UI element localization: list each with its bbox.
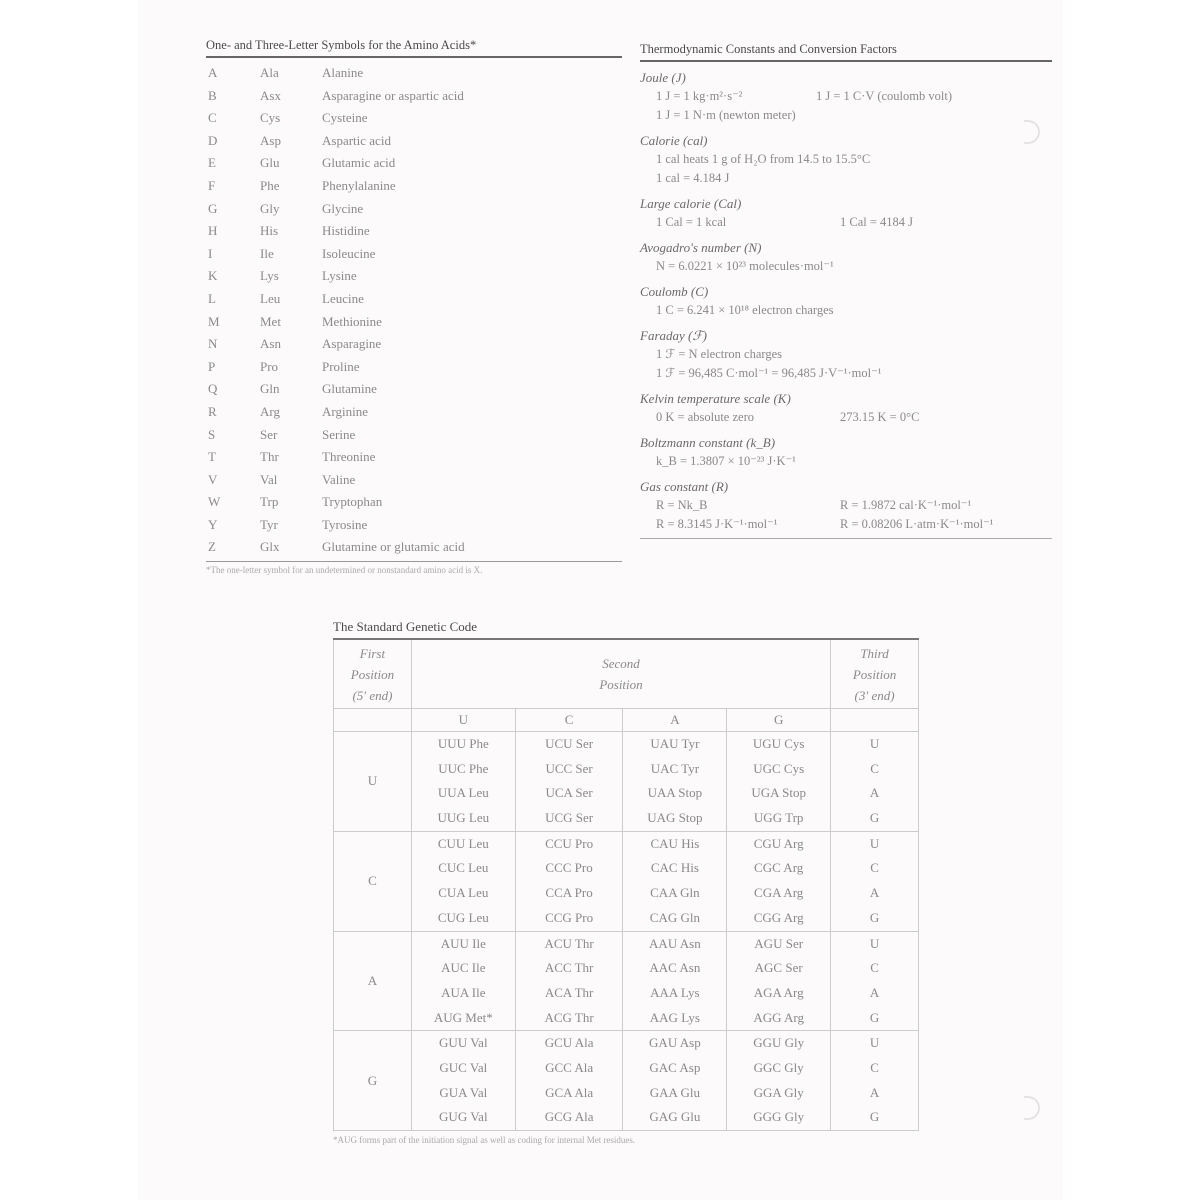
third-base: C: [870, 760, 879, 776]
header-line: Position: [350, 666, 395, 682]
codon: AAC Asn: [649, 960, 701, 976]
codon: AGA Arg: [753, 984, 804, 1000]
amino-acid-row: [206, 356, 622, 379]
three-letter-code: Ala: [260, 65, 279, 80]
amino-acid-name: Glycine: [322, 200, 364, 216]
amino-acid-name: Threonine: [322, 449, 376, 465]
thermo-value: R = 1.9872 cal·K⁻¹·mol⁻¹: [840, 498, 972, 512]
thermo-value: R = 8.3145 J·K⁻¹·mol⁻¹: [656, 517, 778, 531]
thermo-value: 273.15 K = 0°C: [840, 410, 920, 424]
codon: GUU Val: [439, 1035, 488, 1051]
codon: ACU Thr: [544, 935, 594, 951]
codon: GGG Gly: [753, 1109, 805, 1125]
header-line: Third: [860, 645, 889, 661]
one-letter-code: F: [208, 177, 216, 193]
one-letter-code: L: [208, 290, 216, 306]
thermo-constants: [640, 38, 1052, 539]
codon-cell: [623, 931, 727, 1031]
third-base: G: [869, 1009, 880, 1025]
codon: AUC Ile: [441, 960, 486, 976]
amino-acid-row: [206, 446, 622, 469]
codon: UUA Leu: [437, 785, 489, 801]
genetic-code: [333, 616, 919, 1145]
thermo-value: 1 J = 1 kg·m²·s⁻²: [656, 89, 743, 103]
codon: GUC Val: [439, 1059, 488, 1075]
codon-cell: [623, 831, 727, 931]
one-letter-code: R: [208, 403, 217, 419]
codon: UUG Leu: [437, 810, 490, 826]
thermo-line: [640, 452, 1052, 471]
three-letter-code: Phe: [260, 177, 280, 193]
codon: CGA Arg: [754, 885, 804, 901]
thermo-value: 0 K = absolute zero: [656, 410, 754, 424]
first-base: A: [334, 931, 412, 1031]
divider: [206, 561, 622, 562]
codon-cell: [515, 831, 623, 931]
first-base: C: [334, 831, 412, 931]
thermo-line: [640, 345, 1052, 364]
three-letter-code: Gly: [260, 200, 280, 216]
codon-cell: [727, 931, 831, 1031]
one-letter-code: A: [208, 65, 218, 80]
codon: GAG Glu: [649, 1109, 701, 1125]
second-base-u: U: [411, 709, 515, 732]
codon: CAU His: [650, 835, 700, 851]
one-letter-code: H: [208, 223, 218, 239]
codon: UAA Stop: [647, 785, 703, 801]
first-base: G: [334, 1031, 412, 1131]
three-letter-code: Thr: [260, 449, 279, 465]
amino-acid-row: [206, 130, 622, 153]
codon: GCA Ala: [545, 1084, 594, 1100]
thermo-section: [640, 194, 1052, 232]
amino-acid-row: [206, 424, 622, 447]
amino-acid-name: Aspartic acid: [322, 132, 391, 148]
thermo-value: R = 0.08206 L·atm·K⁻¹·mol⁻¹: [840, 517, 994, 531]
codon: AUU Ile: [440, 935, 486, 951]
three-letter-code: Arg: [260, 403, 280, 419]
thermo-section: [640, 326, 1052, 383]
thermo-value: 1 cal = 4.184 J: [656, 171, 730, 185]
thermo-value: 1 ℱ = N electron charges: [656, 347, 782, 361]
amino-acid-row: [206, 491, 622, 514]
amino-acid-name: Asparagine: [322, 336, 382, 352]
one-letter-code: Q: [208, 381, 218, 397]
one-letter-code: P: [208, 358, 216, 374]
codon-cell: [411, 931, 515, 1031]
amino-acid-row: [206, 107, 622, 130]
codon: AGC Ser: [754, 960, 803, 976]
codon: GUA Val: [439, 1084, 488, 1100]
codon-cell: [411, 831, 515, 931]
codon-cell: [623, 732, 727, 832]
codon: CGG Arg: [753, 909, 804, 925]
thermo-title: Thermodynamic Constants and Conversion Factors: [640, 38, 1052, 62]
thermo-line: [640, 515, 1052, 534]
codon: GGA Gly: [753, 1084, 804, 1100]
codon: GAC Asp: [649, 1059, 701, 1075]
one-letter-code: B: [208, 87, 217, 103]
codon: CAC His: [650, 860, 699, 876]
thermo-section: [640, 433, 1052, 471]
amino-acid-table: [206, 34, 622, 575]
codon: CGU Arg: [753, 835, 804, 851]
three-letter-code: Lys: [260, 268, 279, 284]
amino-acid-name: Phenylalanine: [322, 177, 396, 193]
three-letter-code: Cys: [260, 110, 281, 126]
codon: AUG Met*: [433, 1009, 493, 1025]
codon-cell: [515, 931, 623, 1031]
one-letter-code: C: [208, 110, 217, 126]
one-letter-code: K: [208, 268, 218, 284]
first-base: U: [334, 732, 412, 832]
three-letter-code: Tyr: [260, 516, 278, 532]
codon: UAC Tyr: [650, 760, 700, 776]
three-letter-code: Trp: [260, 494, 279, 510]
second-base-c: C: [515, 709, 623, 732]
genetic-code-footnote: *AUG forms part of the initiation signal as well as coding for internal Met residues.: [333, 1135, 636, 1145]
codon-cell: [727, 831, 831, 931]
third-base-cell: [831, 732, 919, 832]
amino-acid-name: Valine: [322, 471, 356, 487]
third-base: U: [869, 736, 880, 751]
codon: ACG Thr: [544, 1009, 594, 1025]
thermo-line: [640, 301, 1052, 320]
codon: CCC Pro: [545, 860, 593, 876]
one-letter-code: T: [208, 449, 216, 465]
codon: GCG Ala: [544, 1109, 594, 1125]
amino-acid-row: [206, 536, 622, 559]
codon: GCC Ala: [545, 1059, 594, 1075]
amino-acid-name: Asparagine or aspartic acid: [322, 87, 464, 103]
amino-acid-row: [206, 152, 622, 175]
thermo-value: 1 Cal = 1 kcal: [656, 215, 727, 229]
thermo-section-heading: Boltzmann constant (k_B): [640, 435, 776, 450]
thermo-section-heading: Joule (J): [640, 70, 686, 85]
thermo-value: 1 Cal = 4184 J: [840, 215, 914, 229]
codon: UCG Ser: [545, 810, 594, 826]
third-base: U: [869, 1035, 880, 1051]
third-base: C: [870, 860, 879, 876]
codon: GCU Ala: [544, 1035, 594, 1051]
codon-block-row: [334, 831, 919, 931]
three-letter-code: Pro: [260, 358, 279, 374]
second-position-header: [411, 639, 830, 709]
thermo-value: 1 ℱ = 96,485 C·mol⁻¹ = 96,485 J·V⁻¹·mol⁻¹: [656, 366, 882, 380]
second-base-a: A: [623, 709, 727, 732]
three-letter-code: Leu: [260, 290, 281, 306]
one-letter-code: N: [208, 336, 218, 352]
amino-acid-table-title: One- and Three-Letter Symbols for the Amino Acids*: [206, 34, 622, 58]
codon: GAU Asp: [649, 1035, 701, 1051]
amino-acid-row: [206, 469, 622, 492]
codon-block-row: [334, 1031, 919, 1131]
codon-cell: [727, 732, 831, 832]
thermo-section-heading: Avogadro's number (N): [640, 240, 762, 255]
thermo-section: [640, 238, 1052, 276]
header-line: First: [359, 645, 386, 661]
codon: GAA Glu: [649, 1084, 700, 1100]
codon: CAG Gln: [649, 909, 700, 925]
thermo-section-heading: Kelvin temperature scale (K): [640, 391, 791, 406]
codon: UGA Stop: [751, 785, 806, 801]
third-base: G: [869, 810, 880, 826]
amino-acid-name: Proline: [322, 358, 360, 374]
thermo-section: [640, 389, 1052, 427]
blank-cell: [334, 709, 412, 732]
amino-acid-name: Tryptophan: [322, 494, 383, 510]
three-letter-code: Met: [260, 313, 281, 329]
codon: GUG Val: [439, 1109, 488, 1125]
second-base-g: G: [727, 709, 831, 732]
blank-cell: [831, 709, 919, 732]
codon: UCA Ser: [545, 785, 593, 801]
amino-acid-row: [206, 311, 622, 334]
amino-acid-row: [206, 401, 622, 424]
codon: CAA Gln: [650, 885, 700, 901]
amino-acid-row: [206, 265, 622, 288]
codon-block-row: [334, 732, 919, 832]
third-base-cell: [831, 1031, 919, 1131]
thermo-value: 1 J = 1 N·m (newton meter): [656, 108, 796, 122]
amino-acid-name: Tyrosine: [322, 516, 368, 532]
codon: AGG Arg: [753, 1009, 805, 1025]
thermo-line: [640, 169, 1052, 188]
three-letter-code: His: [260, 223, 279, 239]
thermo-line: [640, 87, 1052, 106]
amino-acid-row: [206, 85, 622, 108]
three-letter-code: Asn: [260, 336, 281, 352]
amino-acid-name: Lysine: [322, 268, 357, 284]
codon: UGU Cys: [752, 736, 805, 751]
amino-acid-name: Leucine: [322, 290, 364, 306]
header-line: Position: [599, 677, 643, 692]
codon-cell: [515, 732, 623, 832]
codon-cell: [411, 732, 515, 832]
third-position-header: [831, 639, 919, 709]
amino-acid-name: Serine: [322, 426, 356, 442]
codon: UCU Ser: [545, 736, 594, 751]
amino-acid-name: Arginine: [322, 403, 368, 419]
amino-acid-row: [206, 333, 622, 356]
codon: CCU Pro: [545, 835, 594, 851]
third-base-cell: [831, 831, 919, 931]
three-letter-code: Glu: [260, 155, 280, 171]
third-base-cell: [831, 931, 919, 1031]
thermo-section: [640, 477, 1052, 534]
codon-cell: [515, 1031, 623, 1131]
one-letter-code: W: [208, 494, 221, 510]
amino-acid-name: Glutamine or glutamic acid: [322, 539, 465, 555]
amino-acid-name: Glutamine: [322, 381, 377, 397]
one-letter-code: V: [208, 471, 218, 487]
header-line: Second: [602, 656, 640, 671]
thermo-line: [640, 364, 1052, 383]
header-line: (5′ end): [352, 687, 393, 703]
thermo-value: k_B = 1.3807 × 10⁻²³ J·K⁻¹: [656, 454, 796, 468]
amino-acid-name: Cysteine: [322, 110, 368, 126]
thermo-value: 1 cal heats 1 g of H₂O from 14.5 to 15.5°C: [656, 152, 871, 166]
codon: CUU Leu: [437, 835, 489, 851]
third-base: U: [869, 835, 880, 851]
genetic-code-table: [333, 638, 919, 1131]
thermo-line: [640, 408, 1052, 427]
amino-acid-footnote: *The one-letter symbol for an undetermined or nonstandard amino acid is X.: [206, 565, 483, 576]
thermo-sections: [640, 68, 1052, 534]
third-base: U: [869, 935, 880, 951]
thermo-value: 1 C = 6.241 × 10¹⁸ electron charges: [656, 303, 834, 317]
one-letter-code: Y: [208, 516, 218, 532]
thermo-line: [640, 106, 1052, 125]
third-base: A: [869, 984, 880, 1000]
three-letter-code: Ser: [260, 426, 278, 442]
codon: CGC Arg: [754, 860, 804, 876]
amino-acid-row: [206, 288, 622, 311]
amino-acid-name: Methionine: [322, 313, 382, 329]
amino-acid-row: [206, 198, 622, 221]
genetic-code-title: The Standard Genetic Code: [333, 619, 478, 634]
thermo-value: R = Nk_B: [656, 498, 708, 512]
header-line: (3′ end): [854, 687, 895, 703]
three-letter-code: Asp: [260, 132, 281, 148]
codon: AUA Ile: [441, 984, 486, 1000]
codon-cell: [411, 1031, 515, 1131]
codon: CUC Leu: [438, 860, 489, 876]
codon: UGG Trp: [753, 810, 804, 826]
third-base: C: [870, 1059, 879, 1075]
third-base: G: [869, 1109, 880, 1125]
one-letter-code: D: [208, 132, 218, 148]
codon: AAU Asn: [649, 935, 701, 951]
thermo-line: [640, 496, 1052, 515]
thermo-line: [640, 257, 1052, 276]
thermo-section-heading: Faraday (ℱ): [640, 328, 707, 343]
thermo-section-heading: Calorie (cal): [640, 133, 708, 148]
one-letter-code: E: [208, 155, 216, 171]
codon-block-row: [334, 931, 919, 1031]
codon: GGU Gly: [753, 1035, 805, 1051]
amino-acid-row: [206, 514, 622, 537]
codon: ACA Thr: [544, 984, 594, 1000]
thermo-section-heading: Gas constant (R): [640, 479, 729, 494]
thermo-line: [640, 213, 1052, 232]
codon: UGC Cys: [753, 760, 805, 776]
thermo-section: [640, 68, 1052, 125]
thermo-value: N = 6.0221 × 10²³ molecules·mol⁻¹: [656, 259, 834, 273]
three-letter-code: Val: [260, 471, 278, 487]
codon: AAA Lys: [650, 984, 700, 1000]
amino-acid-name: Glutamic acid: [322, 155, 396, 171]
codon: CCA Pro: [545, 885, 593, 901]
one-letter-code: M: [208, 313, 220, 329]
amino-acid-rows: [206, 62, 622, 559]
amino-acid-name: Isoleucine: [322, 245, 376, 261]
one-letter-code: I: [208, 245, 213, 261]
thermo-section-heading: Coulomb (C): [640, 284, 709, 299]
header-line: Position: [852, 666, 897, 682]
codon: UCC Ser: [545, 760, 593, 776]
three-letter-code: Gln: [260, 381, 280, 397]
divider: [640, 538, 1052, 539]
codon: AGU Ser: [754, 935, 804, 951]
one-letter-code: Z: [208, 539, 216, 555]
amino-acid-row: [206, 243, 622, 266]
codon: CUA Leu: [438, 885, 489, 901]
first-position-header: [334, 639, 412, 709]
amino-acid-row: [206, 175, 622, 198]
amino-acid-name: Alanine: [322, 65, 364, 80]
third-base: A: [869, 1084, 880, 1100]
codon: CCG Pro: [545, 909, 594, 925]
one-letter-code: S: [208, 426, 216, 442]
third-base: G: [869, 909, 880, 925]
amino-acid-row: [206, 378, 622, 401]
codon: UAU Tyr: [650, 736, 700, 751]
codon: AAG Lys: [649, 1009, 700, 1025]
third-base: C: [870, 960, 879, 976]
thermo-value: 1 J = 1 C·V (coulomb volt): [816, 89, 952, 103]
thermo-line: [640, 150, 1052, 169]
three-letter-code: Glx: [260, 539, 280, 555]
codon-cell: [727, 1031, 831, 1131]
thermo-section: [640, 282, 1052, 320]
one-letter-code: G: [208, 200, 218, 216]
thermo-section: [640, 131, 1052, 188]
three-letter-code: Asx: [260, 87, 281, 103]
codon: UAG Stop: [647, 810, 703, 826]
third-base: A: [869, 785, 880, 801]
thermo-section-heading: Large calorie (Cal): [640, 196, 742, 211]
amino-acid-row: [206, 220, 622, 243]
third-base: A: [869, 885, 880, 901]
codon: ACC Thr: [544, 960, 594, 976]
amino-acid-row: [206, 62, 622, 85]
codon-cell: [623, 1031, 727, 1131]
codon: GGC Gly: [753, 1059, 804, 1075]
amino-acid-name: Histidine: [322, 223, 370, 239]
codon: UUC Phe: [438, 760, 489, 776]
codon: UUU Phe: [437, 736, 489, 751]
codon: CUG Leu: [437, 909, 489, 925]
three-letter-code: Ile: [260, 245, 274, 261]
